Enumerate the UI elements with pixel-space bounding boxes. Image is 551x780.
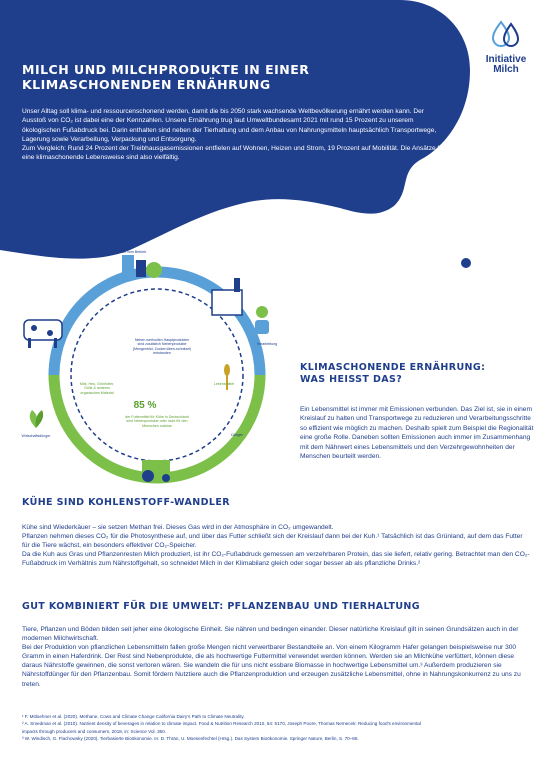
kuehe-section <box>22 497 532 568</box>
label-milk: Milch vom Betrieb <box>117 250 147 254</box>
person-icon <box>255 306 269 334</box>
kuehe-p2: Pflanzen nehmen dieses CO₂ für die Photosynthese auf, und über das Futter schließt sich der Kreislauf dann bei der Kuh.¹ Tatsächlich ist das Grünland, auf dem das Futter für die Tiere wächst, ein besonders effektiver CO₂-Speicher. <box>22 533 523 550</box>
gut-p2: Bei der Produktion von pflanzlichen Lebensmitteln fallen große Mengen nicht verwertbarer Bestandteile an. Von einem Kilogramm Hafer gelangen beispielsweise nur 300 Gramm in einen Haferdrink. Der Rest sind Nebenprodukte, die als hochwertige Futtermittel verwendet werden können. Werden sie an Milchkühe verfüttert, können diese daraus Nährstoffe gewinnen, die sonst verloren wären. Sie wandeln die für uns nicht essbare Biomasse in hochwertige Lebensmittel um.³ Außerdem produzieren sie Nährstoffdünger für den Pflanzenbau. Somit fördern Nutztiere auch die Pflanzenproduktion und erzeugen zusätzliche Lebensmittel, ohne in Nahrungskonkurrenz zu uns zu treten. <box>22 644 521 688</box>
pct-value: 85 % <box>133 400 157 411</box>
title-line-2: KLIMASCHONENDEN ERNÄHRUNG <box>22 77 271 92</box>
seedling-icon <box>30 410 43 428</box>
klima-heading-2: WAS HEISST DAS? <box>300 374 403 385</box>
kuehe-heading: KÜHE SIND KOHLENSTOFF-WANDLER <box>22 497 230 508</box>
intro-paragraph-2: Zum Vergleich: Rund 24 Prozent der Treibhausgasemissionen entfielen auf Wohnen, Heizen und Strom, 19 Prozent auf Mobilität. Die Ansätze für eine klimaschonende Lebensweise sind also vielfältig. <box>22 145 446 162</box>
gut-p1: Tiere, Pflanzen und Böden bilden seit jeher eine ökologische Einheit. Sie nähren und bedingen einander. Dieser natürliche Kreislauf gilt in seinen Grundsätzen auch in der modernen Milchwirtschaft. <box>22 626 519 643</box>
initiative-milch-logo <box>476 20 536 75</box>
label-lebensmittel: Lebensmittel <box>213 382 235 386</box>
klima-heading <box>300 362 530 386</box>
cycle-diagram-graphic <box>22 250 292 490</box>
label-pct-text: der Futtermittel für Kühe in Deutschland sind Nebenprodukte oder nicht für den Menschen nutzbar <box>125 415 189 428</box>
milk-drops-icon <box>489 20 523 50</box>
label-verarbeitung: Verarbeitung <box>256 342 278 346</box>
page-title <box>22 62 342 92</box>
footnote-1: ¹ F. Mitloehner et al. (2020). Methane, Cows and Climate Change California Dairy's Path to Climate Neutrality. <box>22 714 245 719</box>
cycle-diagram <box>22 250 292 450</box>
title-line-1: MILCH UND MILCHPRODUKTE IN EINER <box>22 62 310 77</box>
logo-text-2: Milch <box>493 64 519 75</box>
gut-heading: GUT KOMBINIERT FÜR DIE UMWELT: PFLANZENBAU UND TIERHALTUNG <box>22 601 420 612</box>
logo-text-1: Initiative <box>485 54 527 65</box>
gut-section <box>22 601 532 689</box>
kuehe-p1: Kühe sind Wiederkäuer – sie setzen Methan frei. Dieses Gas wird in der Atmosphäre in CO₂ umgewandelt. <box>22 524 334 531</box>
footnote-2b: impacts through producers and consumers, 2018, in: Science Vol. 360. <box>22 728 167 734</box>
intro-paragraph-1: Unser Alltag soll klima- und ressourcenschonend werden, damit die bis 2050 stark wachsende Weltbevölkerung ernährt werden kann. Der Ausstoß von CO₂ ist dabei eine der Kennzahlen. Unsere Ernährung trug laut Umweltbundesamt 2021 mit rund 15 Prozent zu unserem ökologischen Fußabdruck bei. Darin enthalten sind neben der Tierhaltung und dem Anbau von Nahrungsmitteln hauptsächlich Transportwege, Lagerung sowie Verarbeitung, Verpackung und Entsorgung. <box>22 108 437 143</box>
label-center: Neben wertvollen Hauptprodukten sind zusätzlich Nebenprodukte (Mengenbild, Zuckerrüben-schnitzel) entstanden <box>132 338 192 356</box>
cow-icon <box>24 320 62 348</box>
footnote-3: ³ W. Windisch, G. Flachowsky (2020). Tierbasierte Bioökonomie. In: D. Thrän, U. Moesenfechtel (Hrsg.). Das System Bioökonomie. Springer Nature, Berlin, S. 70–86. <box>22 736 359 742</box>
footnotes <box>22 713 522 743</box>
label-wirtschaftsduenger: Wirtschaftsdünger <box>21 434 51 438</box>
factory-icon <box>212 278 242 315</box>
blue-arc <box>54 272 260 375</box>
klima-text: Ein Lebensmittel ist immer mit Emissionen verbunden. Das Ziel ist, sie in einem Kreislauf zu halten und Transportwege zu reduzieren und Verarbeitungsschritte so effizient wie möglich zu machen. Deshalb spielt zum Beispiel die Regionalität eine große Rolle. Daneben sollten Emissionen auch immer im Zusammenhang mit dem Nährwert eines Lebensmittels und den Verzehrgewohnheiten der Menschen beurteilt werden. <box>300 406 534 461</box>
intro-text <box>22 107 447 163</box>
kuehe-p3: Da die Kuh aus Gras und Pflanzenresten Milch produziert, ist ihr CO₂-Fußabdruck gemessen am verzehrbaren Protein, das sie liefert, relativ gering. Betrachtet man den CO₂-Fußabdruck im Verhältnis zum Nährstoffgehalt, so schneidet Milch in der Klimabilanz gleich oder sogar besser ab als pflanzliche Drinks.² <box>22 551 530 568</box>
klima-heading-1: KLIMASCHONENDE ERNÄHRUNG: <box>300 362 486 373</box>
label-left: Mist, Heu, Grünfutter, Gülle & anderes organisches Material <box>79 382 115 395</box>
label-duenger: Dünger <box>231 433 243 437</box>
footnote-2: ² A. Smedman et al. (2010). Nutrient density of beverages in relation to climate impact. Food & Nutrition Research 2010, 54: 5170, Joseph Poore, Thomas Nemecek: Reducing food's environmental <box>22 721 421 727</box>
milk-products-icon <box>122 255 162 278</box>
